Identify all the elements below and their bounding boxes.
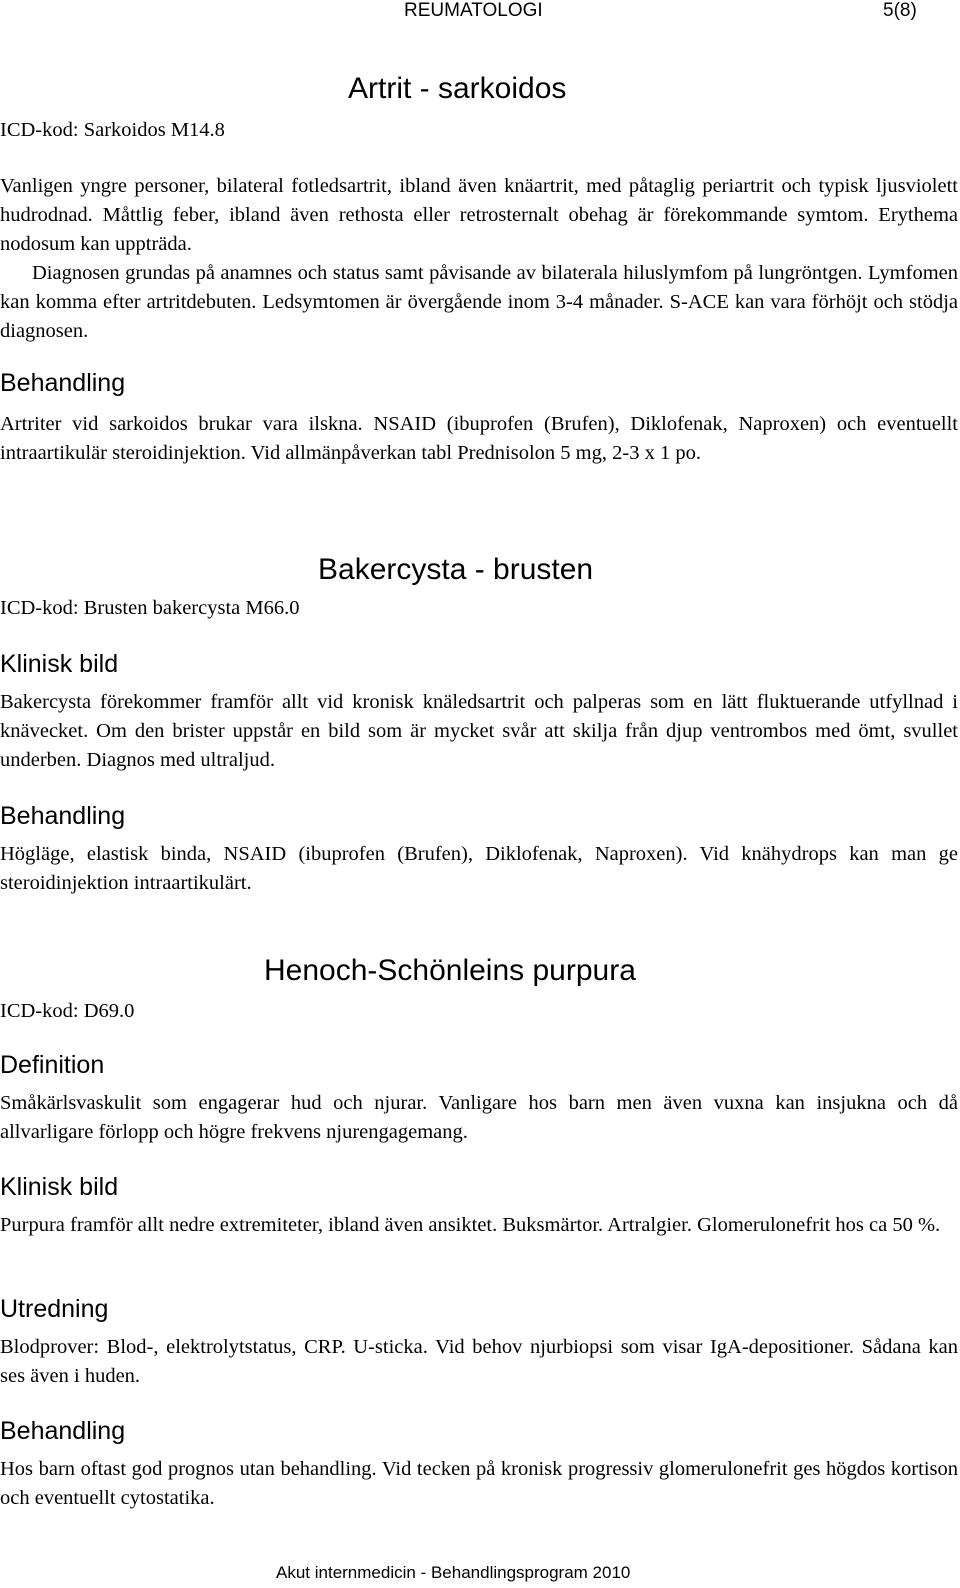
paragraph-intro: Vanligen yngre personer, bilateral fotledsartrit, ibland även knäartrit, med påtaglig periartrit och typisk ljusviolett hudrodnad. Måttlig feber, ibland även rethosta eller retrosternalt obehag är förekommande symtom. Erythema nodosum kan uppträda. — [0, 175, 958, 255]
paragraph-klinisk-bild-henoch: Purpura framför allt nedre extremiteter, ibland även ansiktet. Buksmärtor. Artralgier. Glomerulonefrit hos ca 50 %. — [0, 1214, 941, 1236]
heading-behandling-henoch: Behandling — [0, 1417, 126, 1445]
paragraph-utredning: Blodprover: Blod-, elektrolytstatus, CRP. U-sticka. Vid behov njurbiopsi som visar IgA-depositioner. Sådana kan ses även i huden. — [0, 1336, 958, 1387]
page-number: 5(8) — [883, 0, 917, 21]
paragraph-definition: Småkärlsvaskulit som engagerar hud och njurar. Vanligare hos barn men även vuxna kan insjukna och då allvarligare förlopp och högre frekvens njurengagemang. — [0, 1092, 958, 1143]
icd-code-bakercysta: ICD-kod: Brusten bakercysta M66.0 — [0, 597, 300, 619]
heading-utredning: Utredning — [0, 1295, 109, 1323]
heading-behandling-sarkoidos: Behandling — [0, 369, 126, 397]
running-header-section: REUMATOLOGI — [404, 0, 543, 21]
paragraph-klinisk-bild-bakercysta: Bakercysta förekommer framför allt vid kronisk knäledsartrit och palperas som en lätt fluktuerande utfyllnad i knävecket. Om den brister uppstår en bild som är mycket svår att skilja från djup ventrombos med ömt, svullet underben. Diagnos med ultraljud. — [0, 691, 958, 771]
heading-klinisk-bild-bakercysta: Klinisk bild — [0, 650, 119, 678]
icd-code-sarkoidos: ICD-kod: Sarkoidos M14.8 — [0, 119, 225, 141]
heading-behandling-bakercysta: Behandling — [0, 802, 126, 830]
section-title-artrit-sarkoidos: Artrit - sarkoidos — [348, 72, 567, 105]
heading-klinisk-bild-henoch: Klinisk bild — [0, 1173, 119, 1201]
page-footer: Akut internmedicin - Behandlingsprogram 2010 — [276, 1563, 631, 1582]
icd-code-henoch-schonlein: ICD-kod: D69.0 — [0, 1000, 135, 1022]
paragraph-behandling-henoch: Hos barn oftast god prognos utan behandling. Vid tecken på kronisk progressiv glomerulonefrit ges högdos kortison och eventuellt cytostatika. — [0, 1458, 958, 1509]
paragraph-diagnosis: Diagnosen grundas på anamnes och status samt påvisande av bilaterala hiluslymfom på lungröntgen. Lymfomen kan komma efter artritdebuten. Ledsymtomen är övergående inom 3-4 månader. S-ACE kan vara förhöjt och stödja diagnosen. — [0, 262, 958, 342]
section-title-henoch-schonlein: Henoch-Schönleins purpura — [264, 954, 636, 987]
section-title-bakercysta: Bakercysta - brusten — [318, 553, 594, 586]
paragraph-behandling-bakercysta: Högläge, elastisk binda, NSAID (ibuprofen (Brufen), Diklofenak, Naproxen). Vid knähydrops kan man ge steroidinjektion intraartikulärt. — [0, 843, 958, 894]
paragraph-behandling-sarkoidos: Artriter vid sarkoidos brukar vara ilskna. NSAID (ibuprofen (Brufen), Diklofenak, Naproxen) och eventuellt intraartikulär steroidinjektion. Vid allmänpåverkan tabl Prednisolon 5 mg, 2-3 x 1 po. — [0, 413, 958, 464]
heading-definition: Definition — [0, 1051, 105, 1079]
